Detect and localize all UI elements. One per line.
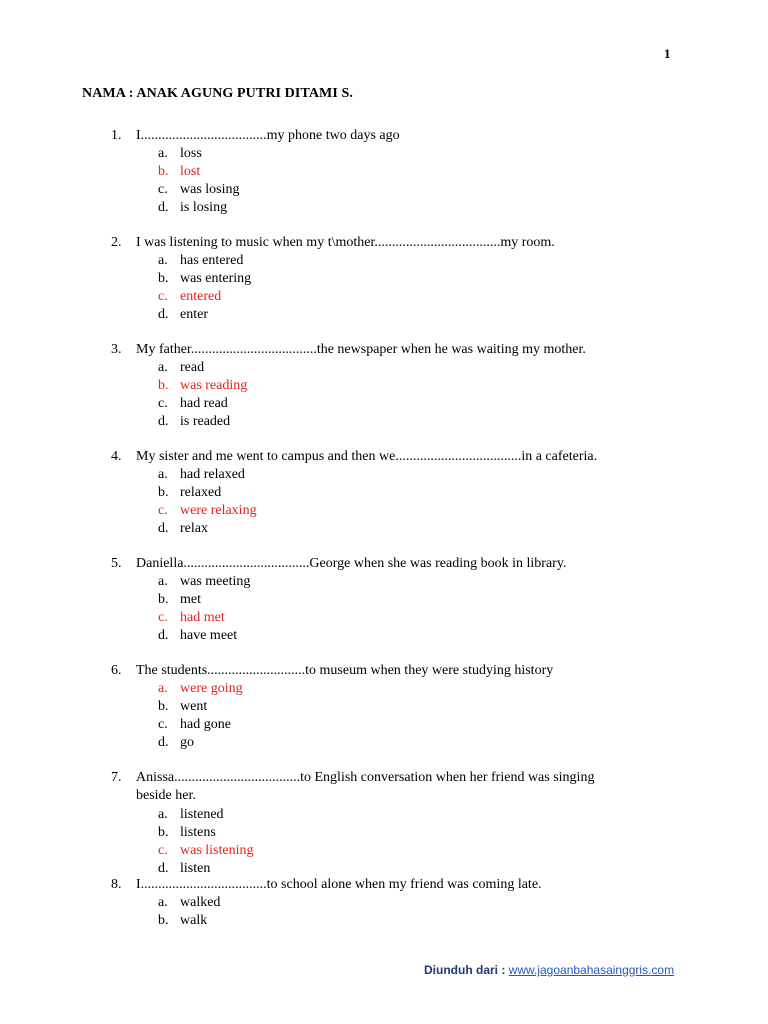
option-text: go [180,734,194,750]
option-letter: b. [158,377,169,393]
answer-option [0,698,768,716]
answer-option [0,484,768,502]
question-number: 8. [111,877,122,892]
question-text-line: The students............................to museum when they were studying history [136,663,554,678]
option-letter: b. [158,912,169,928]
question-text-line: I....................................my phone two days ago [136,128,400,143]
answer-option [0,395,768,413]
question-text [136,662,646,680]
question-number: 7. [111,770,122,785]
answer-option [0,627,768,645]
option-text: was listening [180,842,254,858]
option-letter: b. [158,824,169,840]
option-letter: d. [158,199,169,215]
option-letter: a. [158,360,168,375]
option-text: listened [180,807,224,822]
option-letter: d. [158,734,169,750]
option-text: listen [180,860,211,876]
answer-option [0,306,768,324]
answer-options [0,894,768,930]
answer-option-correct [0,288,768,306]
option-letter: a. [158,807,168,822]
question-number: 2. [111,235,122,250]
option-letter: c. [158,502,168,518]
option-letter: d. [158,413,169,429]
answer-option-correct [0,377,768,395]
footer [424,963,674,977]
answer-options [0,466,768,538]
option-text: loss [180,146,202,161]
answer-option [0,520,768,538]
question-text [136,341,646,359]
option-text: is readed [180,413,231,429]
option-text: was meeting [180,574,251,589]
answer-option [0,466,768,484]
answer-option [0,145,768,163]
question-text [136,127,646,145]
option-text: was losing [180,181,240,197]
answer-options [0,252,768,324]
option-text: lost [180,163,201,179]
option-letter: a. [158,681,168,696]
answer-option-correct [0,680,768,698]
answer-option [0,716,768,734]
option-text: has entered [180,253,244,268]
student-name-heading: NAMA : ANAK AGUNG PUTRI DITAMI S. [82,86,353,101]
question-text-line: beside her. [136,788,196,803]
option-text: met [180,591,201,607]
option-text: was reading [180,377,248,393]
answer-option-correct [0,609,768,627]
option-text: walk [180,912,208,928]
option-text: is losing [180,199,228,215]
option-letter: c. [158,716,168,732]
option-letter: c. [158,395,168,411]
option-text: were going [180,681,243,696]
answer-option [0,806,768,824]
question-text [136,234,646,252]
question-text-line: I....................................to school alone when my friend was coming late. [136,877,542,892]
question-text-line: My father....................................the newspaper when he was waiting my mother. [136,342,586,357]
source-link[interactable]: www.jagoanbahasainggris.com [508,963,675,977]
answer-option [0,199,768,217]
option-text: relaxed [180,484,222,500]
option-text: listens [180,824,216,840]
option-letter: b. [158,163,169,179]
answer-option [0,894,768,912]
answer-option-correct [0,842,768,860]
option-letter: c. [158,842,168,858]
question-text [136,448,646,466]
question-text [136,876,646,894]
option-letter: b. [158,698,169,714]
answer-option-correct [0,163,768,181]
answer-options [0,680,768,752]
question-text-line: My sister and me went to campus and then we....................................in a cafeteria. [136,449,598,464]
option-text: was entering [180,270,252,286]
answer-option [0,734,768,752]
option-text: had relaxed [180,467,245,482]
footer-label: Diunduh dari : [424,963,506,977]
answer-option [0,413,768,431]
answer-option [0,181,768,199]
answer-option [0,252,768,270]
option-letter: b. [158,591,169,607]
option-text: relax [180,520,208,536]
answer-option [0,270,768,288]
option-letter: a. [158,253,168,268]
question-text [136,555,646,573]
page-number: 1 [664,46,671,61]
option-text: enter [180,306,208,322]
question-text [136,769,646,805]
option-text: had gone [180,716,231,732]
option-letter: d. [158,520,169,536]
option-letter: a. [158,574,168,589]
option-letter: c. [158,288,168,304]
question-number: 5. [111,556,122,571]
answer-options [0,573,768,645]
option-letter: d. [158,627,169,643]
option-text: were relaxing [180,502,257,518]
answer-option [0,359,768,377]
option-text: had met [180,609,225,625]
option-letter: a. [158,146,168,161]
option-text: walked [180,895,221,910]
answer-options [0,359,768,431]
option-text: entered [180,288,222,304]
question-number: 4. [111,449,122,464]
question-text-line: I was listening to music when my t\mother....................................my room. [136,235,555,250]
answer-option-correct [0,502,768,520]
answer-option [0,860,768,878]
option-letter: a. [158,895,168,910]
question-number: 1. [111,128,122,143]
option-letter: b. [158,270,169,286]
option-text: had read [180,395,228,411]
answer-options [0,145,768,217]
option-letter: a. [158,467,168,482]
answer-option [0,591,768,609]
question-number: 3. [111,342,122,357]
option-letter: d. [158,306,169,322]
question-text-line: Daniella....................................George when she was reading book in library. [136,556,567,571]
option-letter: c. [158,609,168,625]
option-text: read [180,360,205,375]
answer-options [0,806,768,878]
answer-option [0,824,768,842]
option-letter: d. [158,860,169,876]
option-text: have meet [180,627,238,643]
question-text-line: Anissa....................................to English conversation when her friend was singing [136,770,595,785]
answer-option [0,573,768,591]
question-number: 6. [111,663,122,678]
option-letter: c. [158,181,168,197]
answer-option [0,912,768,930]
option-letter: b. [158,484,169,500]
option-text: went [180,698,208,714]
